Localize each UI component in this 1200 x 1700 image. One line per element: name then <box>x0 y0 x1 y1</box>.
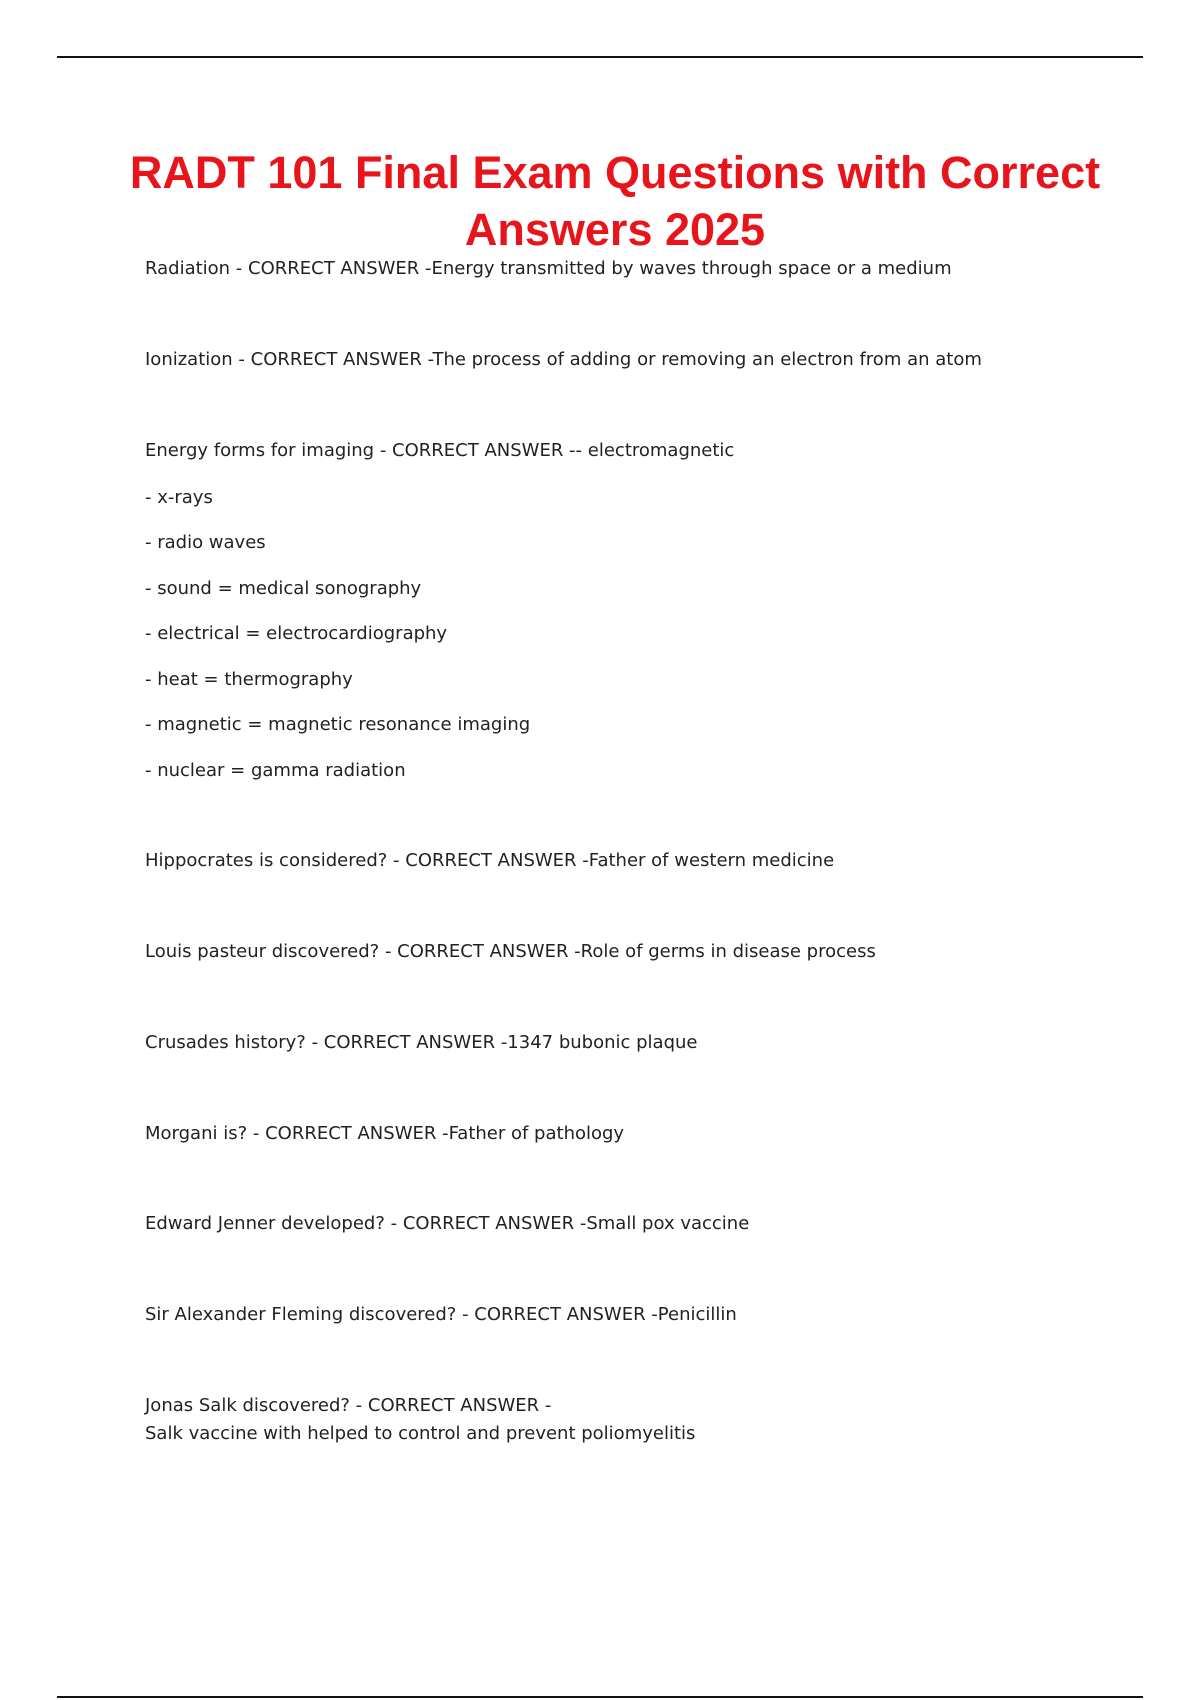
energy-form-item: - heat = thermography <box>145 669 353 690</box>
qa-energy-forms: Energy forms for imaging - CORRECT ANSWER -- electromagnetic <box>145 440 735 461</box>
document-title: RADT 101 Final Exam Questions with Correct Answers 2025 <box>129 147 1101 255</box>
qa-jenner: Edward Jenner developed? - CORRECT ANSWER -Small pox vaccine <box>145 1213 750 1234</box>
qa-radiation: Radiation - CORRECT ANSWER -Energy transmitted by waves through space or a medium <box>145 258 952 279</box>
qa-salk-answer: Salk vaccine with helped to control and prevent poliomyelitis <box>145 1423 696 1444</box>
energy-form-item: - nuclear = gamma radiation <box>145 760 406 781</box>
qa-hippocrates: Hippocrates is considered? - CORRECT ANSWER -Father of western medicine <box>145 850 835 871</box>
energy-form-item: - electrical = electrocardiography <box>145 623 448 644</box>
qa-morgani: Morgani is? - CORRECT ANSWER -Father of pathology <box>145 1123 625 1144</box>
qa-fleming: Sir Alexander Fleming discovered? - CORRECT ANSWER -Penicillin <box>145 1304 737 1325</box>
energy-form-item: - sound = medical sonography <box>145 578 422 599</box>
energy-form-item: - radio waves <box>145 532 266 553</box>
qa-crusades: Crusades history? - CORRECT ANSWER -1347 bubonic plaque <box>145 1032 698 1053</box>
qa-pasteur: Louis pasteur discovered? - CORRECT ANSWER -Role of germs in disease process <box>145 941 876 962</box>
qa-ionization: Ionization - CORRECT ANSWER -The process of adding or removing an electron from an atom <box>145 349 982 370</box>
top-rule <box>57 56 1143 58</box>
energy-form-item: - x-rays <box>145 487 213 508</box>
qa-salk: Jonas Salk discovered? - CORRECT ANSWER - <box>145 1395 552 1416</box>
energy-form-item: - magnetic = magnetic resonance imaging <box>145 714 531 735</box>
bottom-rule <box>57 1696 1143 1698</box>
